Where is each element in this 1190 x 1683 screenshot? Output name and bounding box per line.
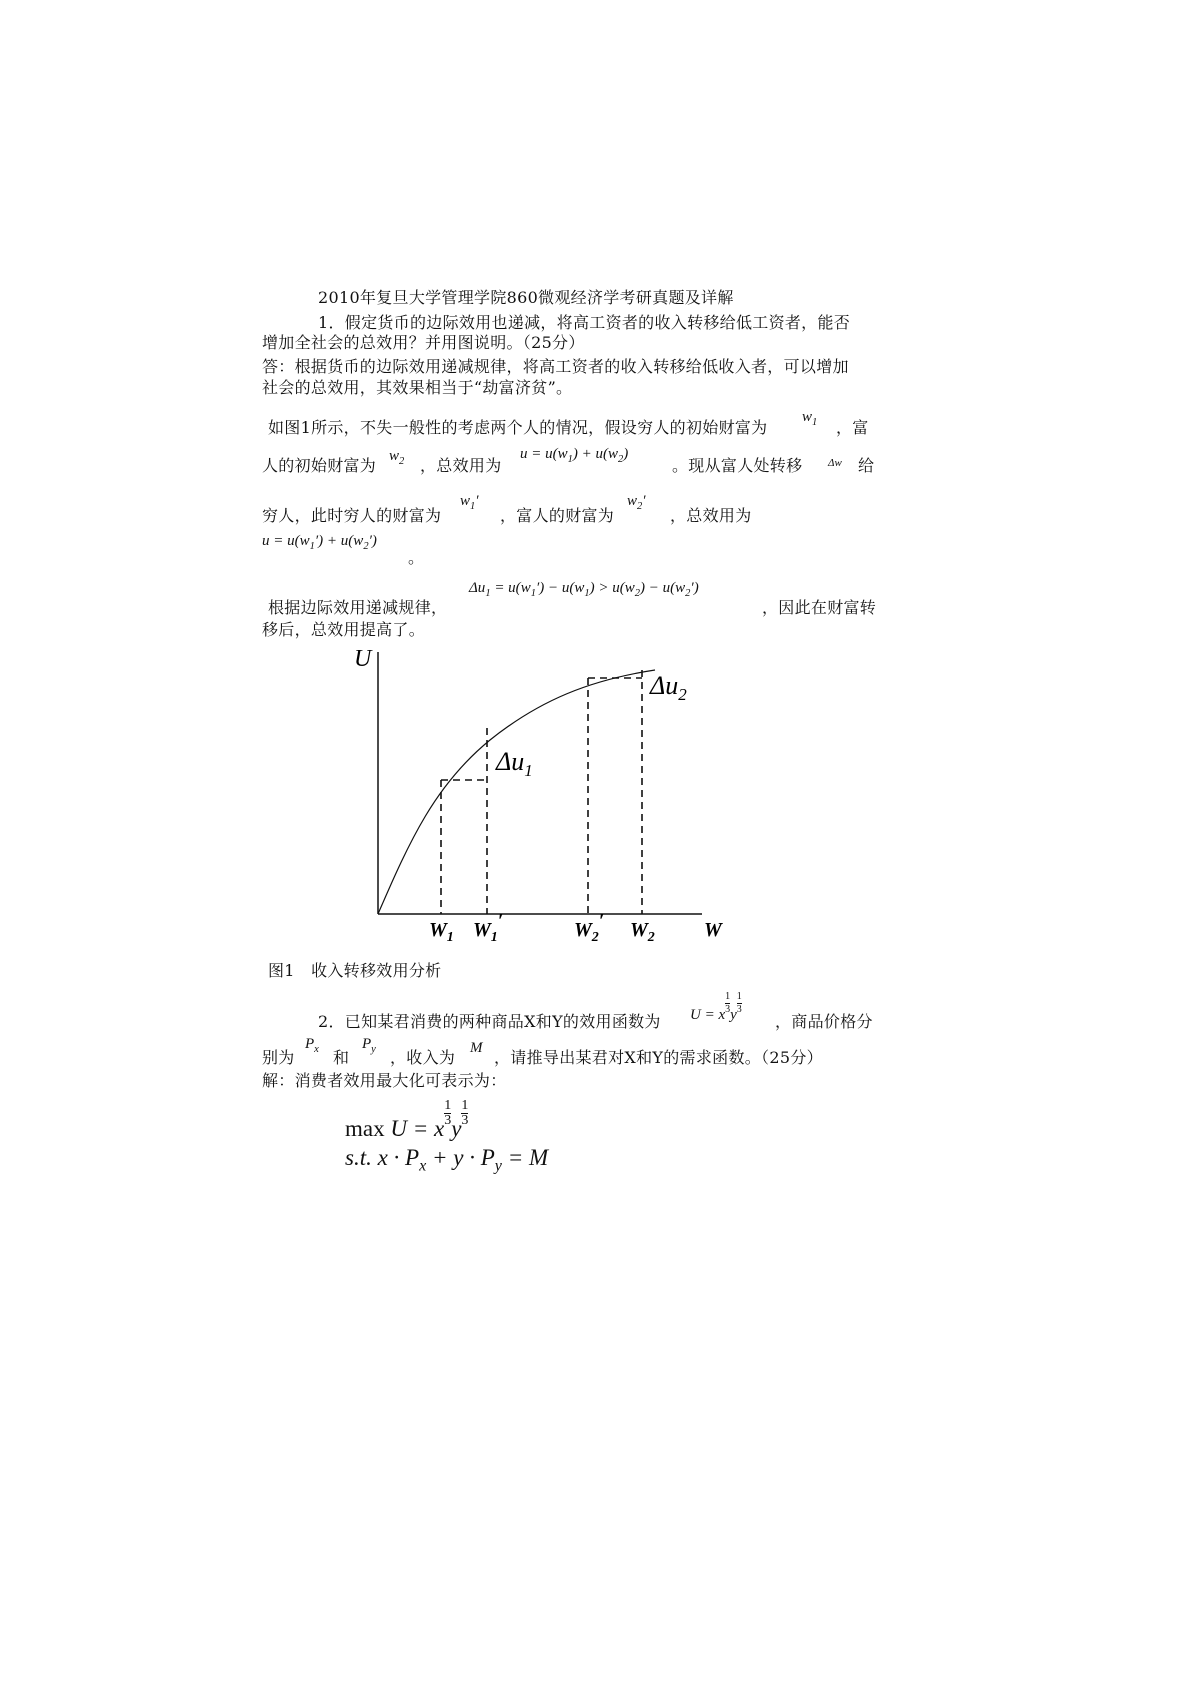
formula-w2-prime: $w_2'$ xyxy=(627,493,646,512)
formula-utility-function: U = x $\frac{1}{3}$ y $\frac{1}{3}$ xyxy=(690,991,742,1023)
formula-total-utility-after: $u = u(w_1') + u(w_2')$ xyxy=(262,533,377,552)
formula-w1: $w_1$ xyxy=(802,409,818,428)
utility-curve xyxy=(378,670,655,914)
formula-budget-constraint: s.t. $x \cdot P_x + y \cdot P_y = M$ xyxy=(345,1145,549,1175)
question-2-line-2-c: ，收入为 xyxy=(390,1048,456,1067)
answer-1-line-1: 答：根据货币的边际效用递减规律，将高工资者的收入转移给低收入者，可以增加 xyxy=(262,357,849,376)
formula-delta-w: Δw xyxy=(828,457,842,469)
answer-1-para-4-a: 穷人，此时穷人的财富为 xyxy=(262,506,442,525)
answer-1-para-6-b: ，因此在财富转 xyxy=(762,598,877,617)
question-1-line-2: 增加全社会的总效用？并用图说明。（25分） xyxy=(262,333,585,352)
tick-w2: $W_2$ xyxy=(630,919,655,945)
answer-1-para-3-b: ，总效用为 xyxy=(420,456,502,475)
figure-utility-curve xyxy=(340,640,760,950)
tick-w1-prime: $W_1'$ xyxy=(473,910,504,945)
question-2-line-2-a: 别为 xyxy=(262,1048,295,1067)
figure-caption: 图1 收入转移效用分析 xyxy=(268,961,442,980)
answer-1-para-7: 移后，总效用提高了。 xyxy=(262,620,426,639)
formula-delta-u1-inequality: $\Delta u_1 = u(w_1') - u(w_1) > u(w_2) - u(w_2')$ xyxy=(469,580,699,599)
answer-1-line-2: 社会的总效用，其效果相当于“劫富济贫”。 xyxy=(262,378,573,397)
answer-1-para-5-end: 。 xyxy=(408,548,425,567)
formula-m: M xyxy=(470,1040,483,1056)
answer-2-line-1: 解：消费者效用最大化可表示为： xyxy=(262,1071,507,1090)
formula-w1-prime: $w_1'$ xyxy=(460,493,479,512)
question-1-line-1: 1．假定货币的边际效用也递减，将高工资者的收入转移给低工资者，能否 xyxy=(318,313,851,332)
delta-u1-label: $\Delta u_1$ xyxy=(496,747,533,780)
answer-1-para-3-a: 人的初始财富为 xyxy=(262,456,377,475)
x-axis-label: W xyxy=(704,919,722,941)
answer-1-para-3-d: 给 xyxy=(858,456,875,475)
question-2-line-1-b: ，商品价格分 xyxy=(775,1012,873,1031)
formula-total-utility: $u = u(w_1) + u(w_2)$ xyxy=(520,446,629,465)
dashed-guides xyxy=(441,670,642,914)
page-title: 2010年复旦大学管理学院860微观经济学考研真题及详解 xyxy=(318,288,734,307)
formula-max-utility: max U = x $\frac{1}{3}$ y $\frac{1}{3}$ xyxy=(345,1098,469,1141)
formula-px: $P_x$ xyxy=(305,1036,319,1055)
answer-1-para-6-a: 根据边际效用递减规律， xyxy=(268,598,448,617)
formula-py: $P_y$ xyxy=(362,1036,376,1055)
question-2-line-2-d: ，请推导出某君对X和Y的需求函数。（25分） xyxy=(494,1048,823,1067)
answer-1-para-4-b: ，富人的财富为 xyxy=(500,506,615,525)
answer-1-para-2-a: 如图1所示，不失一般性的考虑两个人的情况，假设穷人的初始财富为 xyxy=(268,418,768,437)
question-2-line-2-b: 和 xyxy=(333,1048,350,1067)
tick-w1: $W_1$ xyxy=(429,919,454,945)
answer-1-para-4-c: ，总效用为 xyxy=(670,506,752,525)
answer-1-para-2-b: ，富 xyxy=(836,418,869,437)
tick-w2-prime: $W_2'$ xyxy=(574,910,605,945)
delta-u2-label: $\Delta u_2$ xyxy=(650,671,687,704)
formula-w2: $w_2$ xyxy=(389,448,405,467)
y-axis-label: U xyxy=(354,646,372,672)
answer-1-para-3-c: 。现从富人处转移 xyxy=(672,456,803,475)
question-2-line-1-a: 2．已知某君消费的两种商品X和Y的效用函数为 xyxy=(318,1012,661,1031)
